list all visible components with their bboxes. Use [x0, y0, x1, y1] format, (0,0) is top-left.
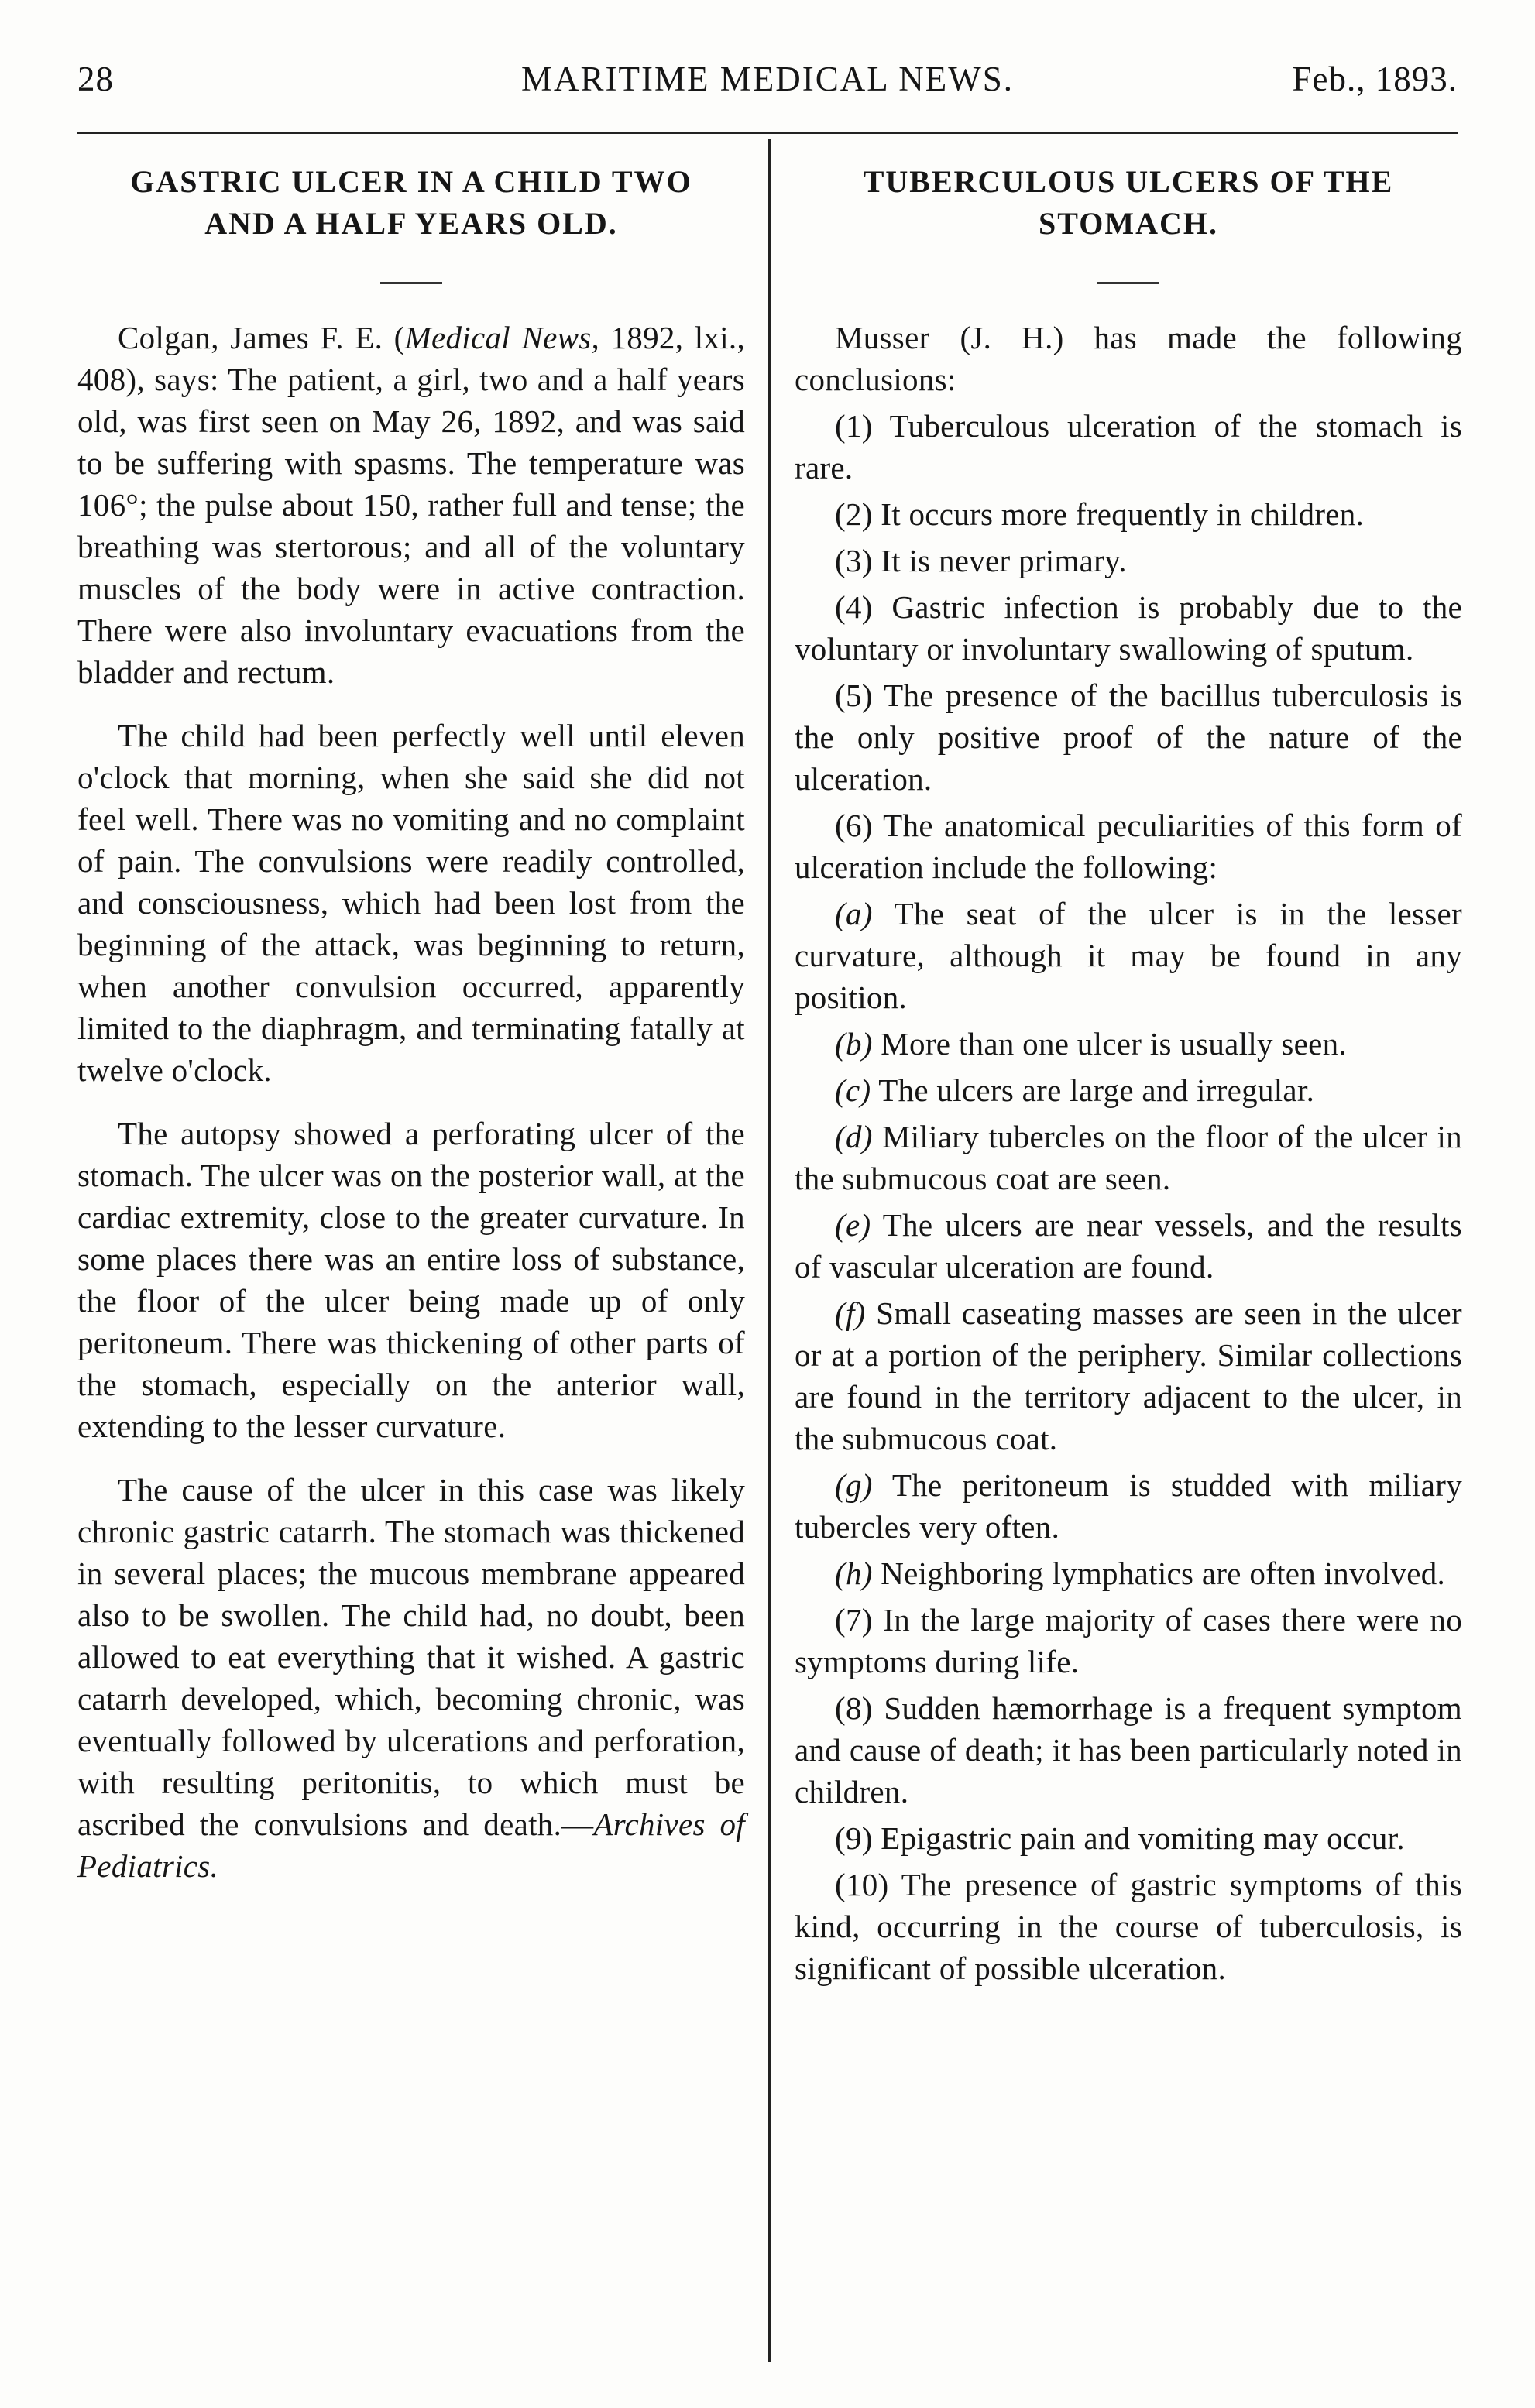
- item-letter: (b): [835, 1026, 873, 1062]
- item-text: The seat of the ulcer is in the lesser curvature, although it may be found in any position.: [795, 896, 1462, 1015]
- item-letter: (h): [835, 1556, 873, 1591]
- peculiarity-item: [795, 1069, 1462, 1111]
- left-column: [77, 161, 745, 1909]
- peculiarity-item: [795, 1116, 1462, 1199]
- conclusion-item: (6) The anatomical peculiarities of this form of ulceration include the following:: [795, 808, 1462, 885]
- title-rule: [380, 282, 442, 284]
- right-column: [795, 161, 1462, 1994]
- item-text: The peritoneum is studded with miliary tubercles very often.: [795, 1467, 1462, 1545]
- item-text: More than one ulcer is usually seen.: [872, 1026, 1347, 1062]
- item-text: Miliary tubercles on the floor of the ulcer in the submucous coat are seen.: [795, 1119, 1462, 1196]
- peculiarity-item: [795, 1023, 1462, 1065]
- case-presentation: 1892, lxi., 408), says: The patient, a girl, two and a half years old, was first seen on May 26, 1892, and was said to be suffering with spasms. The temperature was 106°; the pulse about 150, rather full and tense; the breathing was stertorous; and all of the voluntary muscles of the body were in active contraction. There were also involuntary evacuations from the bladder and rectum.: [77, 320, 746, 690]
- conclusion-item: (8) Sudden hæmorrhage is a frequent symptom and cause of death; it has been particularly noted in children.: [795, 1690, 1462, 1809]
- item-letter: (g): [835, 1467, 873, 1503]
- cause-text: The cause of the ulcer in this case was likely chronic gastric catarrh. The stomach was thickened in several places; the mucous membrane appeared also to be swollen. The child had, no doubt, been allowed to eat everything that it wished. A gastric catarrh developed, which, becoming chronic, was eventually followed by ulcerations and perforation, with resulting peritonitis, to which must be ascribed the convulsions and death.—: [77, 1472, 745, 1842]
- issue-date: Feb., 1893.: [1292, 60, 1458, 98]
- item-text: Neighboring lymphatics are often involved.: [872, 1556, 1446, 1591]
- item-letter: (c): [835, 1072, 871, 1108]
- title-rule: [1097, 282, 1159, 284]
- conclusion-item: (1) Tuberculous ulceration of the stomach is rare.: [795, 408, 1462, 485]
- source-citation: Archives of Pediatrics.: [77, 1806, 745, 1884]
- title-line-2: AND A HALF YEARS OLD.: [204, 206, 618, 241]
- item-letter: (e): [835, 1207, 871, 1243]
- item-text: The ulcers are near vessels, and the results of vascular ulceration are found.: [795, 1207, 1462, 1285]
- item-text: The ulcers are large and irregular.: [871, 1072, 1315, 1108]
- peculiarity-item: [795, 1552, 1462, 1594]
- conclusion-item: (3) It is never primary.: [835, 543, 1127, 578]
- citation-journal: Medical News,: [404, 320, 600, 355]
- header-rule: [77, 132, 1458, 134]
- column-divider: [768, 139, 771, 2362]
- conclusion-item: (9) Epigastric pain and vomiting may occur.: [835, 1820, 1405, 1856]
- conclusion-item: (2) It occurs more frequently in children.: [835, 496, 1365, 532]
- article-title-gastric-ulcer: [77, 161, 745, 245]
- peculiarity-item: [795, 893, 1462, 1018]
- item-text: Small caseating masses are seen in the ulcer or at a portion of the periphery. Similar collections are found in the territory adjacent to the ulcer, in the submucous coat.: [795, 1295, 1462, 1456]
- paragraph-case-report: [77, 317, 745, 693]
- article-title-tuberculous-ulcers: [795, 161, 1462, 245]
- item-letter: (d): [835, 1119, 873, 1154]
- conclusion-item: (5) The presence of the bacillus tuberculosis is the only positive proof of the nature of the ulceration.: [795, 677, 1462, 797]
- peculiarity-item: [795, 1292, 1462, 1460]
- journal-title: MARITIME MEDICAL NEWS.: [520, 60, 1015, 98]
- item-letter: (a): [835, 896, 873, 931]
- conclusion-item: (10) The presence of gastric symptoms of this kind, occurring in the course of tuberculosis, is significant of possible ulceration.: [795, 1867, 1462, 1986]
- running-header: [77, 59, 1458, 115]
- paragraph-history: The child had been perfectly well until eleven o'clock that morning, when she said she did not feel well. There was no vomiting and no complaint of pain. The convulsions were readily controlled, and consciousness, which had been lost from the beginning of the attack, was beginning to return, when another convulsion occurred, apparently limited to the diaphragm, and terminating fatally at twelve o'clock.: [77, 718, 745, 1088]
- peculiarity-item: [795, 1204, 1462, 1288]
- paragraph-autopsy: The autopsy showed a perforating ulcer of the stomach. The ulcer was on the posterior wall, at the cardiac extremity, close to the greater curvature. In some places there was an entire loss of substance, the floor of the ulcer being made up of only peritoneum. There was thickening of other parts of the stomach, especially on the anterior wall, extending to the lesser curvature.: [77, 1116, 745, 1444]
- conclusion-item: (4) Gastric infection is probably due to the voluntary or involuntary swallowing of sputum.: [795, 589, 1462, 667]
- title-line-1: GASTRIC ULCER IN A CHILD TWO: [130, 164, 692, 199]
- title-line-1: TUBERCULOUS ULCERS OF THE: [863, 164, 1394, 199]
- item-letter: (f): [835, 1295, 866, 1331]
- page-number: 28: [77, 60, 114, 98]
- paragraph-intro: Musser (J. H.) has made the following conclusions:: [795, 320, 1462, 397]
- title-line-2: STOMACH.: [1039, 206, 1218, 241]
- paragraph-cause: [77, 1469, 745, 1887]
- citation-author: Colgan, James F. E. (: [118, 320, 405, 355]
- peculiarity-item: [795, 1464, 1462, 1548]
- conclusion-item: (7) In the large majority of cases there were no symptoms during life.: [795, 1602, 1462, 1679]
